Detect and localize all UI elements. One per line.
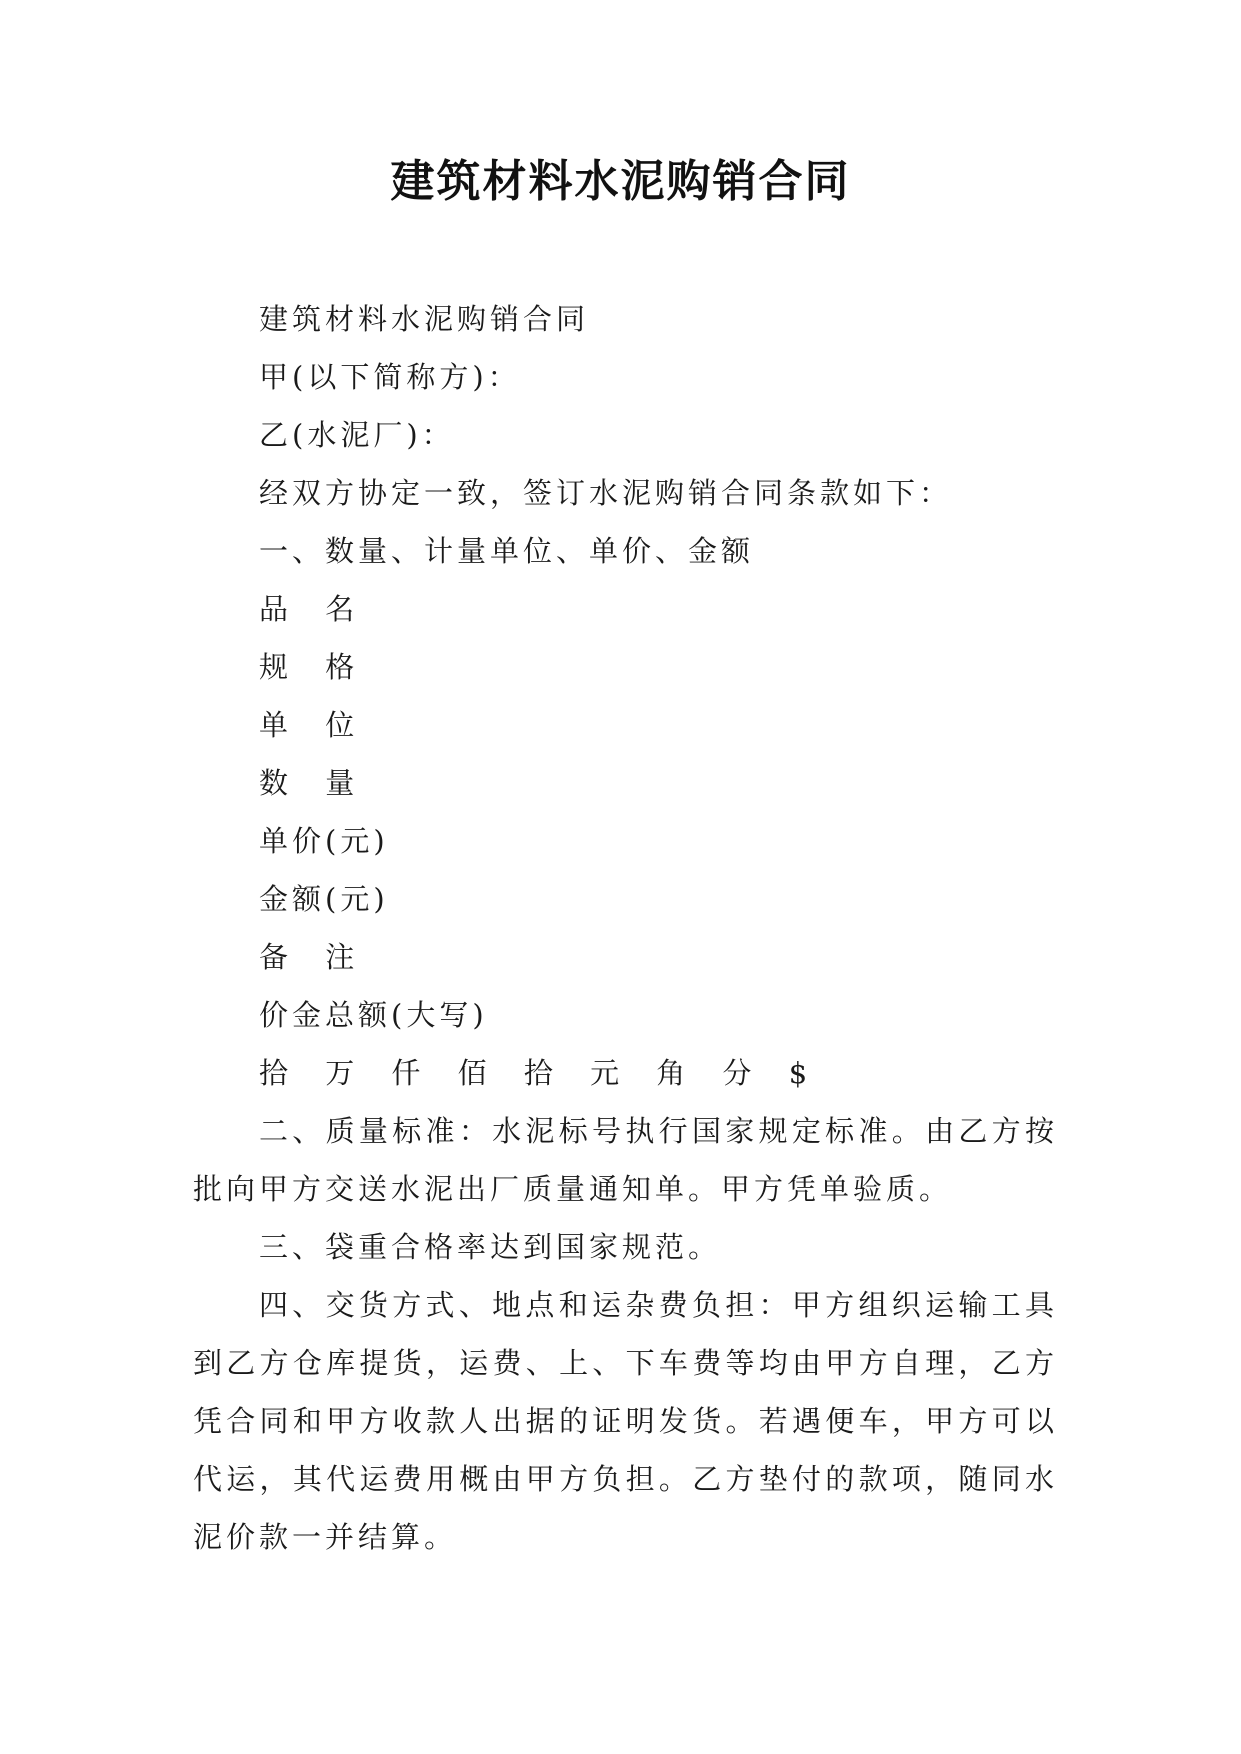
item-total-uppercase: 价金总额(大写) <box>259 998 488 1032</box>
item-quantity: 数 量 <box>259 766 369 800</box>
section-2-paragraph: 二、质量标准：水泥标号执行国家规定标准。由乙方按批向甲方交送水泥出厂质量通知单。甲方凭单验质。 <box>193 1114 1058 1206</box>
item-unit: 单 位 <box>259 708 369 742</box>
subtitle-line: 建筑材料水泥购销合同 <box>259 302 590 336</box>
agreement-intro-line: 经双方协定一致，签订水泥购销合同条款如下： <box>259 476 953 510</box>
item-currency-units: 拾 万 仟 佰 拾 元 角 分 $ <box>259 1056 822 1090</box>
item-product-name: 品 名 <box>259 592 369 626</box>
item-unit-price: 单价(元) <box>259 824 389 858</box>
party-b-line: 乙(水泥厂)： <box>259 418 455 452</box>
item-amount: 金额(元) <box>259 882 389 916</box>
document-body <box>193 290 1058 1566</box>
document-title: 建筑材料水泥购销合同 <box>390 156 851 207</box>
section-1-heading: 一、数量、计量单位、单价、金额 <box>259 534 755 568</box>
item-remarks: 备 注 <box>259 940 369 974</box>
party-a-line: 甲(以下简称方)： <box>259 360 521 394</box>
section-4-paragraph: 四、交货方式、地点和运杂费负担：甲方组织运输工具到乙方仓库提货，运费、上、下车费等均由甲方自理，乙方凭合同和甲方收款人出据的证明发货。若遇便车，甲方可以代运，其代运费用概由甲方负担。乙方垫付的款项，随同水泥价款一并结算。 <box>193 1288 1058 1554</box>
section-3-paragraph: 三、袋重合格率达到国家规范。 <box>259 1230 722 1264</box>
item-specification: 规 格 <box>259 650 369 684</box>
